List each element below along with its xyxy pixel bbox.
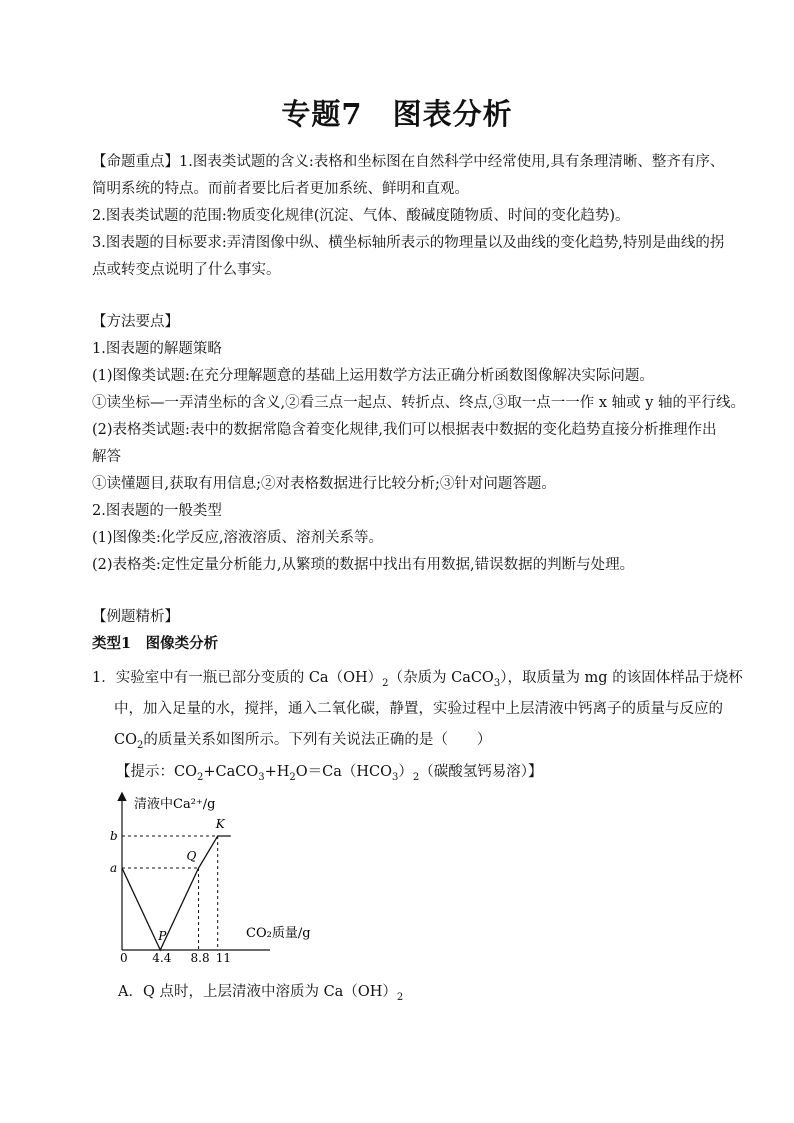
hint-c: +H [264, 764, 290, 780]
option-a-sub: 2 [396, 991, 404, 1003]
type1-heading: 类型1 图像类分析 [92, 635, 219, 652]
ca-curve [122, 836, 231, 950]
hint-s5: 2 [412, 771, 420, 783]
origin-label: 0 [120, 951, 128, 963]
method-line-4: (2)表格类试题:表中的数据常隐含着变化规律,我们可以根据表中数据的变化趋势直接分析推理作出 [92, 422, 717, 438]
option-a-text: A．Q 点时，上层清液中溶质为 Ca（OH） [118, 984, 397, 1000]
q1-co-sub: 2 [136, 739, 144, 751]
method-line-6: ①读懂题目,获取有用信息;②对表格数据进行比较分析;③针对问题答题。 [92, 476, 556, 492]
y-tick-a: a [110, 861, 118, 875]
q1-text-b: （杂质为 CaCO [388, 670, 494, 686]
method-line-1: 1.图表题的解题策略 [92, 341, 222, 357]
x-tick-4.4: 4.4 [152, 951, 172, 963]
hint-d: O＝Ca（HCO [295, 764, 393, 780]
page-title: 专题7 图表分析 [281, 97, 513, 131]
method-line-8: (1)图像类:化学反应,溶液溶质、溶剂关系等。 [92, 530, 384, 546]
y-tick-b: b [110, 829, 118, 843]
x-tick-11: 11 [215, 951, 231, 963]
intro-line-4: 3.图表题的目标要求:弄清图像中纵、横坐标轴所表示的物理量以及曲线的变化趋势,特别是曲线的拐 [92, 235, 725, 251]
point-label-K: K [215, 817, 225, 831]
question-1-line-1 [92, 666, 743, 689]
method-line-5: 解答 [92, 449, 121, 465]
q1-sub-b: 3 [493, 677, 501, 689]
x-axis-label: CO₂质量/g [246, 926, 311, 941]
hint-s3: 2 [289, 771, 296, 783]
hint-s4: 3 [392, 771, 399, 783]
point-label-P: P [158, 929, 167, 943]
tick-labels [110, 817, 231, 963]
method-heading: 【方法要点】 [92, 314, 179, 330]
method-line-3: ①读坐标—一弄清坐标的含义,②看三点一起点、转折点、终点,③取一点一一作 x 轴或 y 轴的平行线。 [92, 395, 746, 411]
hint-s2: 3 [258, 771, 265, 783]
hint-f: （碳酸氢钙易溶）】 [419, 764, 543, 780]
hint-b: +CaCO [203, 764, 259, 780]
ca-ion-chart [100, 788, 340, 963]
question-1-line-2: 中，加入足量的水，搅拌，通入二氧化碳，静置，实验过程中上层清液中钙离子的质量与反应的 [114, 701, 723, 717]
intro-line-5: 点或转变点说明了什么事实。 [92, 262, 281, 278]
x-tick-8.8: 8.8 [190, 951, 210, 963]
intro-line-2: 简明系统的特点。而前者要比后者更加系统、鲜明和直观。 [92, 181, 469, 197]
intro-line-1: 【命题重点】1.图表类试题的含义:表格和坐标图在自然科学中经常使用,具有条理清晰、整齐有序、 [92, 154, 725, 170]
hint-line [116, 760, 543, 783]
method-line-7: 2.图表题的一般类型 [92, 503, 222, 519]
hint-a: 【提示：CO [116, 764, 197, 780]
hint-e: ） [398, 764, 413, 780]
q1-text-c: ），取质量为 mg 的该固体样品于烧杯 [500, 670, 743, 686]
guide-lines [122, 836, 218, 950]
question-1-line-3 [114, 728, 491, 751]
q1-co-text: CO [114, 732, 137, 748]
intro-line-3: 2.图表类试题的范围:物质变化规律(沉淀、气体、酸碱度随物质、时间的变化趋势)。 [92, 208, 630, 224]
examples-heading: 【例题精析】 [92, 609, 179, 625]
q1-line3-rest: 的质量关系如图所示。下列有关说法正确的是（ ） [143, 732, 492, 748]
method-line-9: (2)表格类:定性定量分析能力,从繁琐的数据中找出有用数据,错误数据的判断与处理。 [92, 557, 635, 573]
hint-s1: 2 [196, 771, 204, 783]
point-label-Q: Q [186, 849, 197, 863]
y-axis-label: 清液中Ca²⁺/g [134, 797, 216, 812]
q1-sub-a: 2 [382, 677, 389, 689]
method-line-2: (1)图像类试题:在充分理解题意的基础上运用数学方法正确分析函数图像解决实际问题。 [92, 368, 654, 384]
option-a [118, 980, 403, 1003]
q1-text-a: 1．实验室中有一瓶已部分变质的 Ca（OH） [92, 670, 383, 686]
